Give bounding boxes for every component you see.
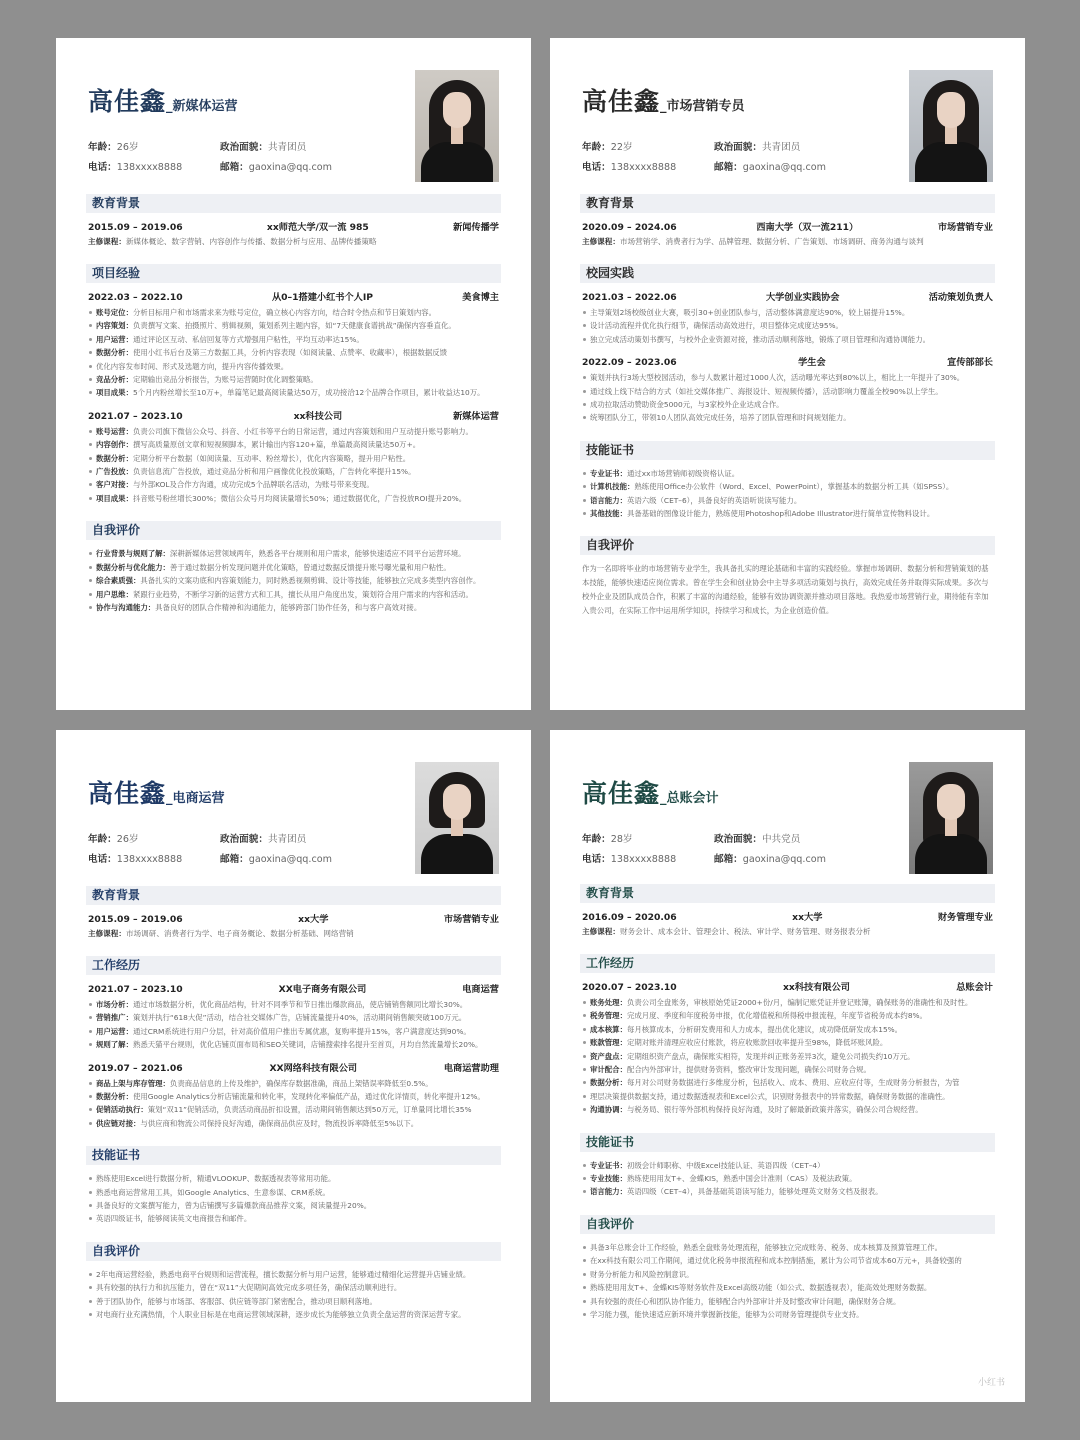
resume-header: [86, 68, 501, 180]
courses: 主修课程：财务会计、成本会计、管理会计、税法、审计学、财务管理、财务报表分析: [582, 927, 871, 936]
section-title: 技能证书: [86, 1146, 501, 1165]
self-evaluation-text: 作为一名即将毕业的市场营销专业学生，我具备扎实的理论基础和丰富的实践经验。掌握市场调研、数据分析和营销策划的基本技能，能够快速适应岗位需求。曾在学生会和创业协会中主导多项活动策划与执行，高效完成任务并取得实际成果。多次与校外企业及团队成员合作，积累了丰富的沟通经验，能够有效协调资源并推动项目落地。我热爱市场营销行业，期待能有幸加入贵公司，在实际工作中运用所学知识，持续学习和成长，为企业创造价值。: [582, 564, 989, 616]
bullet-list: [86, 998, 501, 1052]
bullet-item: 财务分析能力和风险控制意识。: [582, 1268, 993, 1281]
bullet-item: 沟通协调：与税务局、银行等外部机构保持良好沟通，及时了解最新政策并落实，确保公司合规经营。: [582, 1103, 993, 1116]
education-section: [86, 886, 501, 940]
basic-info: 年龄：22岁 政治面貌：共青团员 电话：138xxxx8888 邮箱：gaoxina@qq.com: [582, 142, 826, 173]
candidate-name: 高佳鑫_市场营销专员: [582, 87, 745, 116]
bullet-item: 计算机技能：熟练使用Office办公软件（Word、Excel、PowerPoint），掌握基本的数据分析工具（如SPSS）。: [582, 480, 993, 493]
bullet-item: 项目成果：5个月内粉丝增长至10万+，单篇笔记最高阅读量达50万，成功接洽12个品牌合作项目，累计收益达10万。: [88, 386, 499, 399]
resume-page-new-media: [56, 38, 531, 710]
courses: 主修课程：市场调研、消费者行为学、电子商务概论、数据分析基础、网络营销: [88, 929, 354, 938]
bullet-list: [86, 547, 501, 614]
section-title: 教育背景: [580, 194, 995, 213]
section-title: 自我评价: [580, 1215, 995, 1234]
section-title: 项目经验: [86, 264, 501, 283]
bullet-item: 学习能力强，能快速适应新环境并掌握新技能，能够为公司财务管理提供专业支持。: [582, 1308, 993, 1321]
education-row: 2015.09 – 2019.06 xx大学 市场营销专业: [88, 914, 499, 925]
bullet-item: 用户运营：通过CRM系统进行用户分层，针对高价值用户推出专属优惠，复购率提升15%，客户满意度达到90%。: [88, 1025, 499, 1038]
skills-section: [86, 1146, 501, 1226]
self-evaluation-section: [580, 1215, 995, 1321]
bullet-item: 内容创作：撰写高质量原创文章和短视频脚本，累计输出内容120+篇，单篇最高阅读量达50万+。: [88, 438, 499, 451]
experience-row: 2019.07 – 2021.06 XX网络科技有限公司 电商运营助理: [88, 1062, 499, 1074]
bullet-item: 专业证书：通过xx市场营销师初级资格认证。: [582, 467, 993, 480]
experience-row: 2021.07 – 2023.10 XX电子商务有限公司 电商运营: [88, 984, 499, 995]
bullet-list: [86, 1172, 501, 1226]
position-title: _市场营销专员: [660, 99, 745, 114]
courses: 主修课程：新媒体概论、数字营销、内容创作与传播、数据分析与应用、品牌传播策略: [88, 237, 377, 246]
work-experience-section: [580, 954, 995, 1117]
self-evaluation-section: [86, 521, 501, 614]
experience-row: 2021.07 – 2023.10 xx科技公司 新媒体运营: [88, 410, 499, 422]
bullet-item: 账款管理：定期对账并清理应收应付账款，将应收账款回收率提升至98%，降低坏账风险。: [582, 1036, 993, 1049]
political-status-value: 共青团员: [267, 834, 307, 845]
resume-header: [580, 68, 995, 180]
bullet-list: [86, 306, 501, 400]
bullet-item: 项目成果：抖音账号粉丝增长300%；微信公众号月均阅读量增长50%；通过数据优化，广告投放ROI提升20%。: [88, 492, 499, 505]
resume-header: [580, 760, 995, 872]
bullet-list: [580, 1241, 995, 1321]
bullet-item: 语言能力：英语四级（CET–4），具备基础英语读写能力，能够处理英文财务文档及报表。: [582, 1185, 993, 1198]
candidate-name: 高佳鑫_新媒体运营: [88, 87, 238, 116]
phone-value: 138xxxx8888: [116, 854, 183, 865]
bullet-item: 数据分析：使用Google Analytics分析店铺流量和转化率，发现转化率偏低产品，通过优化详情页，转化率提升12%。: [88, 1090, 499, 1103]
bullet-item: 专业技能：熟练使用用友T+、金蝶KIS，熟悉中国会计准则（CAS）及税法政策。: [582, 1172, 993, 1185]
email-value: gaoxina@qq.com: [742, 162, 826, 173]
bullet-item: 善于团队协作，能够与市场部、客服部、供应链等部门紧密配合，推动项目顺利落地。: [88, 1295, 499, 1308]
campus-practice-section: [580, 264, 995, 425]
candidate-name: 高佳鑫_总账会计: [582, 779, 719, 808]
age-value: 26岁: [116, 834, 139, 845]
resume-page-ecommerce: [56, 730, 531, 1402]
bullet-list: [580, 306, 995, 346]
bullet-item: 数据分析：使用小红书后台及第三方数据工具，分析内容表现（如阅读量、点赞率、收藏率），根据数据反馈: [88, 346, 499, 359]
bullet-item: 商品上架与库存管理：负责商品信息的上传及维护，确保库存数据准确，商品上架错误率降低至0.5%。: [88, 1077, 499, 1090]
candidate-name: 高佳鑫_电商运营: [88, 779, 225, 808]
basic-info: 年龄：26岁 政治面貌：共青团员 电话：138xxxx8888 邮箱：gaoxina@qq.com: [88, 142, 332, 173]
resume-page-marketing: [550, 38, 1025, 710]
candidate-photo: [909, 762, 993, 874]
political-status-value: 中共党员: [761, 834, 801, 845]
self-evaluation-section: [86, 1242, 501, 1322]
experience-row: 2022.09 – 2023.06 学生会 宣传部部长: [582, 357, 993, 369]
basic-info: 年龄：26岁 政治面貌：共青团员 电话：138xxxx8888 邮箱：gaoxina@qq.com: [88, 834, 332, 865]
bullet-item: 广告投放：负责信息流广告投放，通过竞品分析和用户画像优化投放策略，广告转化率提升15%。: [88, 465, 499, 478]
candidate-photo: [415, 762, 499, 874]
bullet-list: [580, 371, 995, 425]
experience-row: 2020.07 – 2023.10 xx科技有限公司 总账会计: [582, 982, 993, 993]
experience-row: 2022.03 – 2022.10 从0–1搭建小红书个人IP 美食博主: [88, 292, 499, 303]
bullet-list: [86, 1268, 501, 1322]
phone-value: 138xxxx8888: [116, 162, 183, 173]
bullet-item: 规则了解：熟悉天猫平台规则，优化店铺页面布局和SEO关键词，店铺搜索排名提升至首页，月均自然流量增长20%。: [88, 1038, 499, 1051]
education-row: 2015.09 – 2019.06 xx师范大学/双一流 985 新闻传播学: [88, 222, 499, 233]
section-title: 技能证书: [580, 1133, 995, 1152]
bullet-item: 在xx科技有限公司工作期间，通过优化税务申报流程和成本控制措施，累计为公司节省成本60万元+，具备较强的: [582, 1254, 993, 1267]
bullet-item: 用户思维：紧跟行业趋势，不断学习新的运营方式和工具，擅长从用户角度出发，策划符合用户需求的内容和活动。: [88, 588, 499, 601]
age-value: 28岁: [610, 834, 633, 845]
email-value: gaoxina@qq.com: [742, 854, 826, 865]
section-title: 教育背景: [86, 886, 501, 905]
bullet-list: [580, 467, 995, 521]
bullet-list: [86, 425, 501, 505]
bullet-item: 内容策划：负责撰写文案、拍摄照片、剪辑视频，策划系列主题内容，如“7天健康食谱挑战”确保内容垂直化。: [88, 319, 499, 332]
education-row: 2020.09 – 2024.06 西南大学（双一流211） 市场营销专业: [582, 222, 993, 233]
section-title: 自我评价: [86, 521, 501, 540]
education-section: [86, 194, 501, 248]
project-section: [86, 264, 501, 505]
experience-row: 2021.03 – 2022.06 大学创业实践协会 活动策划负责人: [582, 292, 993, 303]
education-row: 2016.09 – 2020.06 xx大学 财务管理专业: [582, 912, 993, 923]
bullet-item: 其他技能：具备基础的图像设计能力，熟练使用Photoshop和Adobe Illustrator进行简单宣传物料设计。: [582, 507, 993, 520]
bullet-item: 统筹团队分工，带领10人团队高效完成任务，培养了团队管理和时间规划能力。: [582, 411, 993, 424]
bullet-item: 通过线上线下结合的方式（如社交媒体推广、海报设计、短视频传播），活动影响力覆盖全校90%以上学生。: [582, 385, 993, 398]
bullet-item: 审计配合：配合内外部审计，提供财务资料，整改审计发现问题，确保公司财务合规。: [582, 1063, 993, 1076]
bullet-item: 协作与沟通能力：具备良好的团队合作精神和沟通能力，能够跨部门协作任务，和与客户高效对接。: [88, 601, 499, 614]
basic-info: 年龄：28岁 政治面貌：中共党员 电话：138xxxx8888 邮箱：gaoxina@qq.com: [582, 834, 826, 865]
position-title: _电商运营: [166, 791, 225, 806]
work-experience-section: [86, 956, 501, 1130]
resume-page-accountant: [550, 730, 1025, 1402]
self-evaluation-section: [580, 536, 995, 618]
bullet-item: 行业背景与规则了解：深耕新媒体运营领域两年，熟悉各平台规则和用户需求，能够快速适应不同平台运营环境。: [88, 547, 499, 560]
bullet-item: 供应链对接：与供应商和物流公司保持良好沟通，确保商品供应及时，物流投诉率降低至5%以下。: [88, 1117, 499, 1130]
bullet-item: 数据分析：定期分析平台数据（如阅读量、互动率、粉丝增长），优化内容策略，提升用户粘性。: [88, 452, 499, 465]
bullet-item: 客户对接：与外部KOL及合作方沟通，成功完成5个品牌联名活动，为账号带来变现。: [88, 478, 499, 491]
age-value: 26岁: [116, 142, 139, 153]
bullet-item: 账号运营：负责公司旗下微信公众号、抖音、小红书等平台的日常运营，通过内容策划和用户互动提升账号影响力。: [88, 425, 499, 438]
bullet-item: 数据分析与优化能力：善于通过数据分析发现问题并优化策略，曾通过数据反馈提升账号曝光量和用户粘性。: [88, 561, 499, 574]
age-value: 22岁: [610, 142, 633, 153]
bullet-item: 综合素质强：具备扎实的文案功底和内容策划能力，同时熟悉视频剪辑、设计等技能，能够独立完成多类型内容创作。: [88, 574, 499, 587]
bullet-item: 设计活动流程并优化执行细节，确保活动高效进行，项目整体完成度达95%。: [582, 319, 993, 332]
bullet-item: 专业证书：初级会计师职称、中级Excel技能认证、英语四级（CET–4）: [582, 1159, 993, 1172]
position-title: _总账会计: [660, 791, 719, 806]
bullet-item: 市场分析：通过市场数据分析，优化商品结构，针对不同季节和节日推出爆款商品，使店铺销售额同比增长30%。: [88, 998, 499, 1011]
skills-section: [580, 1133, 995, 1199]
skills-section: [580, 441, 995, 521]
bullet-item: 具有较强的执行力和抗压能力，曾在“双11”大促期间高效完成多项任务，确保活动顺利进行。: [88, 1281, 499, 1294]
bullet-item: 竞品分析：定期输出竞品分析报告，为账号运营随时优化调整策略。: [88, 373, 499, 386]
section-title: 工作经历: [86, 956, 501, 975]
bullet-item: 主导策划2场校级创业大赛，吸引30+创业团队参与，活动整体满意度达90%，较上届提升15%。: [582, 306, 993, 319]
bullet-item: 促销活动执行：策划“双11”促销活动，负责活动商品折扣设置，活动期间销售额达到50万元，订单量同比增长35%: [88, 1103, 499, 1116]
bullet-item: 策划并执行3场大型校园活动，参与人数累计超过1000人次，活动曝光率达到80%以上，相比上一年提升了30%。: [582, 371, 993, 384]
education-section: [580, 884, 995, 938]
watermark: 小红书: [977, 1378, 1005, 1388]
email-value: gaoxina@qq.com: [248, 162, 332, 173]
section-title: 教育背景: [580, 884, 995, 903]
bullet-list: [86, 1077, 501, 1131]
bullet-item: 税务管理：完成月度、季度和年度税务申报，优化增值税和所得税申报流程，年度节省税务成本约8%。: [582, 1009, 993, 1022]
section-title: 自我评价: [580, 536, 995, 555]
bullet-item: 具有较强的责任心和团队协作能力，能够配合内外部审计并及时整改审计问题，确保财务合规。: [582, 1295, 993, 1308]
section-title: 校园实践: [580, 264, 995, 283]
bullet-list: [580, 996, 995, 1117]
education-section: [580, 194, 995, 248]
bullet-item: 数据分析：每月对公司财务数据进行多维度分析，包括收入、成本、费用、应收应付等，生成财务分析报告，为管: [582, 1076, 993, 1089]
bullet-item: 具备良好的文案撰写能力，曾为店铺撰写多篇爆款商品推荐文案，阅读量提升20%。: [88, 1199, 499, 1212]
courses: 主修课程：市场营销学、消费者行为学、品牌管理、数据分析、广告策划、市场调研、商务沟通与谈判: [582, 237, 924, 246]
section-title: 技能证书: [580, 441, 995, 460]
bullet-item: 理层决策提供数据支持，通过数据透视表和Excel公式，识别财务报表中的异常数据，确保财务数据的准确性。: [582, 1090, 993, 1103]
email-value: gaoxina@qq.com: [248, 854, 332, 865]
phone-value: 138xxxx8888: [610, 162, 677, 173]
bullet-item: 资产盘点：定期组织资产盘点，确保账实相符，发现并纠正账务差异3次，避免公司损失约10万元。: [582, 1050, 993, 1063]
bullet-item: 熟练使用Excel进行数据分析，精通VLOOKUP、数据透视表等常用功能。: [88, 1172, 499, 1185]
bullet-list: [580, 1159, 995, 1199]
bullet-item: 语言能力：英语六级（CET–6），具备良好的英语听说读写能力。: [582, 494, 993, 507]
bullet-item: 成功拉取活动赞助资金5000元，与3家校外企业达成合作。: [582, 398, 993, 411]
position-title: _新媒体运营: [166, 99, 238, 114]
bullet-item: 熟练使用用友T+、金蝶KIS等财务软件及Excel高级功能（如公式、数据透视表），能高效处理财务数据。: [582, 1281, 993, 1294]
resume-header: [86, 760, 501, 872]
section-title: 自我评价: [86, 1242, 501, 1261]
bullet-item: 成本核算：每月核算成本，分析研发费用和人力成本，提出优化建议，成功降低研发成本15%。: [582, 1023, 993, 1036]
bullet-item: 具备3年总账会计工作经验，熟悉全盘账务处理流程，能够独立完成账务、税务、成本核算及预算管理工作。: [582, 1241, 993, 1254]
bullet-item: 独立完成活动策划书撰写，与校外企业资源对接，推动活动顺利落地，锻炼了项目管理和沟通协调能力。: [582, 333, 993, 346]
section-title: 教育背景: [86, 194, 501, 213]
bullet-item: 账务处理：负责公司全盘账务，审核原始凭证2000+份/月，编制记账凭证并登记账簿，确保账务的准确性和及时性。: [582, 996, 993, 1009]
bullet-item: 用户运营：通过评论区互动、私信回复等方式增强用户粘性，平均互动率达15%。: [88, 333, 499, 346]
political-status-value: 共青团员: [761, 142, 801, 153]
bullet-item: 账号定位：分析目标用户和市场需求来为账号定位，确立核心内容方向，结合时令热点和节日策划内容。: [88, 306, 499, 319]
bullet-item: 营销推广：策划并执行“618大促”活动，结合社交媒体广告，店铺流量提升40%，活动期间销售额突破100万元。: [88, 1011, 499, 1024]
candidate-photo: [909, 70, 993, 182]
bullet-item: 优化内容发布时间、形式及选题方向，提升内容传播效果。: [88, 360, 499, 373]
section-title: 工作经历: [580, 954, 995, 973]
bullet-item: 英语四级证书，能够阅读英文电商报告和邮件。: [88, 1212, 499, 1225]
phone-value: 138xxxx8888: [610, 854, 677, 865]
bullet-item: 对电商行业充满热情，个人职业目标是在电商运营领域深耕，逐步成长为能够独立负责全盘运营的资深运营专家。: [88, 1308, 499, 1321]
bullet-item: 熟悉电商运营常用工具，如Google Analytics、生意参谋、CRM系统。: [88, 1186, 499, 1199]
bullet-item: 2年电商运营经验，熟悉电商平台规则和运营流程，擅长数据分析与用户运营，能够通过精细化运营提升店铺业绩。: [88, 1268, 499, 1281]
political-status-value: 共青团员: [267, 142, 307, 153]
candidate-photo: [415, 70, 499, 182]
